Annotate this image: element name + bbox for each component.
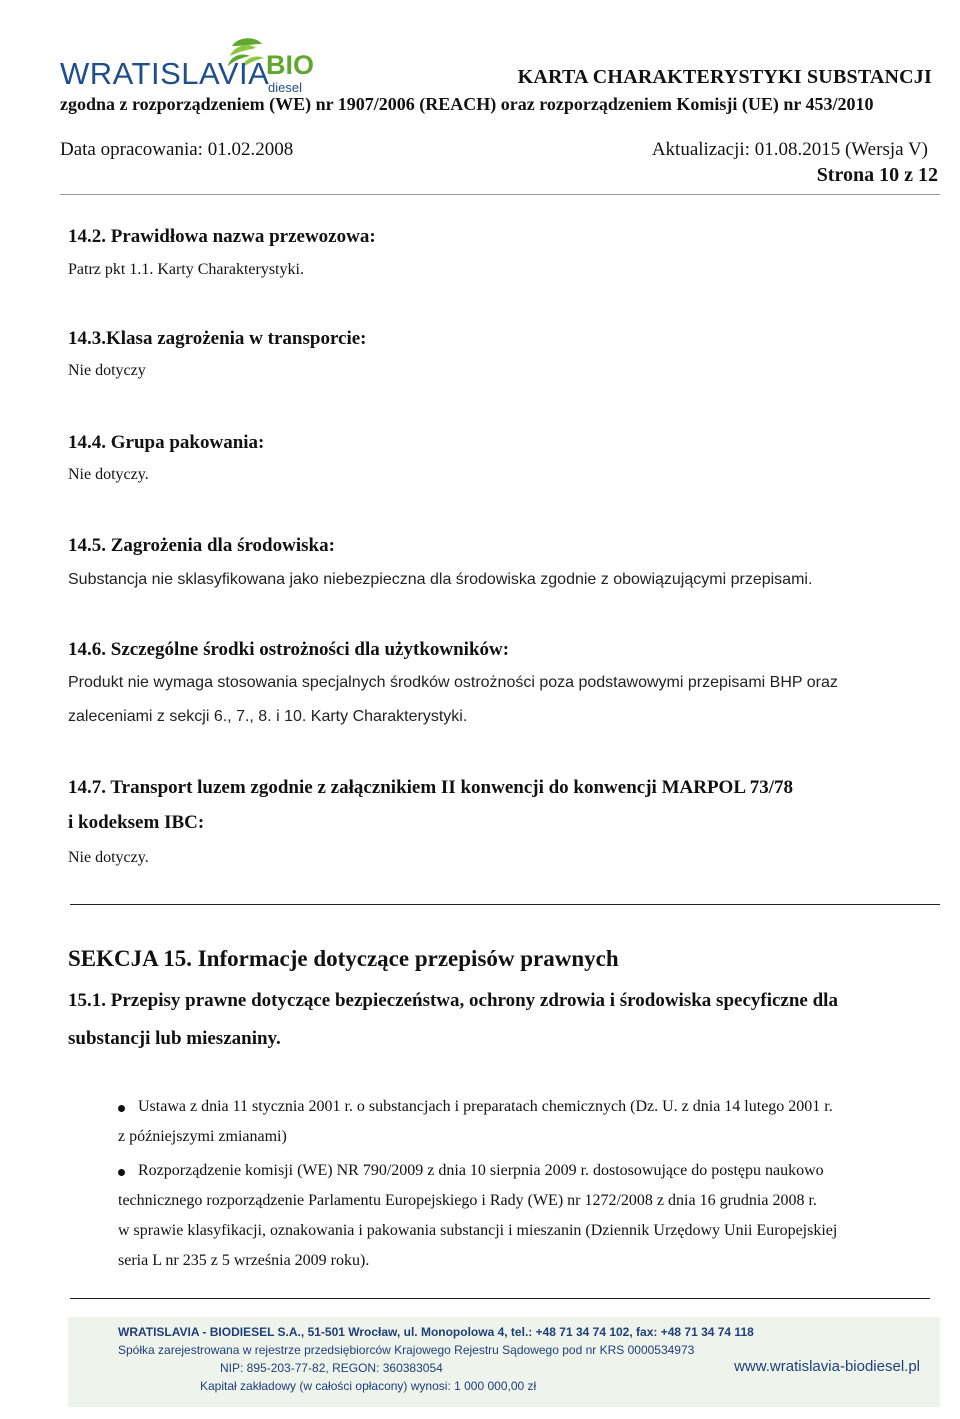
logo-bio: BIO [266, 50, 315, 80]
heading-15-1-line1: 15.1. Przepisy prawne dotyczące bezpieczeństwa, ochrony zdrowia i środowiska specyficzne dla [68, 990, 838, 1011]
bullet-2-line2: technicznego rozporządzenie Parlamentu Europejskiego i Rady (WE) nr 1272/2008 z dnia 16 grudnia 2008 r. [118, 1192, 817, 1209]
bullet-1-line2: z późniejszymi zmianami) [118, 1128, 287, 1145]
text-14-7: Nie dotyczy. [68, 849, 149, 866]
footer-capital: Kapitał zakładowy (w całości opłacony) wynosi: 1 000 000,00 zł [200, 1379, 537, 1393]
section-divider [70, 904, 940, 905]
footer-tax-ids: NIP: 895-203-77-82, REGON: 360383054 [220, 1361, 443, 1375]
company-logo [60, 38, 320, 100]
date-created: Data opracowania: 01.02.2008 [60, 139, 294, 160]
text-14-5: Substancja nie sklasyfikowana jako niebezpieczna dla środowiska zgodnie z obowiązującymi przepisami. [68, 571, 813, 588]
text-14-4: Nie dotyczy. [68, 466, 149, 483]
text-14-2: Patrz pkt 1.1. Karty Charakterystyki. [68, 261, 304, 278]
heading-14-3: 14.3.Klasa zagrożenia w transporcie: [68, 328, 367, 349]
date-updated: Aktualizacji: 01.08.2015 (Wersja V) [651, 139, 928, 160]
heading-14-2: 14.2. Prawidłowa nazwa przewozowa: [68, 226, 376, 247]
bullet-2-line1: Rozporządzenie komisji (WE) NR 790/2009 z dnia 10 sierpnia 2009 r. dostosowujące do postępu naukowo [138, 1162, 824, 1179]
footer-website-link[interactable]: www.wratislavia-biodiesel.pl [734, 1358, 920, 1375]
heading-14-6: 14.6. Szczególne środki ostrożności dla użytkowników: [68, 639, 510, 660]
heading-14-5: 14.5. Zagrożenia dla środowiska: [68, 535, 335, 556]
text-14-3: Nie dotyczy [68, 362, 146, 379]
bullet-icon [118, 1169, 125, 1176]
logo-diesel: diesel [268, 80, 302, 95]
page-number: Strona 10 z 12 [816, 164, 938, 186]
text-14-6-line2: zaleceniami z sekcji 6., 7., 8. i 10. Karty Charakterystyki. [68, 708, 468, 725]
section-15-title: SEKCJA 15. Informacje dotyczące przepisów prawnych [68, 946, 619, 971]
regulation-line: zgodna z rozporządzeniem (WE) nr 1907/2006 (REACH) oraz rozporządzeniem Komisji (UE) nr 453/2010 [60, 94, 874, 114]
bullet-1-line1: Ustawa z dnia 11 stycznia 2001 r. o substancjach i preparatach chemicznych (Dz. U. z dnia 14 lutego 2001 r. [138, 1098, 833, 1115]
bullet-2-line4: seria L nr 235 z 5 września 2009 roku). [118, 1252, 370, 1269]
bullet-icon [118, 1105, 125, 1112]
footer-address: WRATISLAVIA - BIODIESEL S.A., 51-501 Wrocław, ul. Monopolowa 4, tel.: +48 71 34 74 102, fax: +48 71 34 74 118 [118, 1325, 754, 1339]
heading-14-7-line2: i kodeksem IBC: [68, 812, 205, 833]
bullet-2-line3: w sprawie klasyfikacji, oznakowania i pakowania substancji i mieszanin (Dziennik Urzędowy Unii Europejskiej [118, 1222, 838, 1239]
text-14-6-line1: Produkt nie wymaga stosowania specjalnych środków ostrożności poza podstawowymi przepisami BHP oraz [68, 674, 838, 691]
footer-divider [70, 1298, 930, 1299]
footer-registry: Spółka zarejestrowana w rejestrze przedsiębiorców Krajowego Rejestru Sądowego pod nr KRS 0000534973 [118, 1343, 695, 1357]
heading-15-1-line2: substancji lub mieszaniny. [68, 1028, 281, 1049]
heading-14-4: 14.4. Grupa pakowania: [68, 432, 265, 453]
document-title: KARTA CHARAKTERYSTYKI SUBSTANCJI [517, 66, 932, 88]
heading-14-7-line1: 14.7. Transport luzem zgodnie z załącznikiem II konwencji do konwencji MARPOL 73/78 [68, 777, 793, 798]
header-divider [60, 194, 940, 195]
logo-wordmark: WRATISLAVIA [60, 56, 270, 91]
